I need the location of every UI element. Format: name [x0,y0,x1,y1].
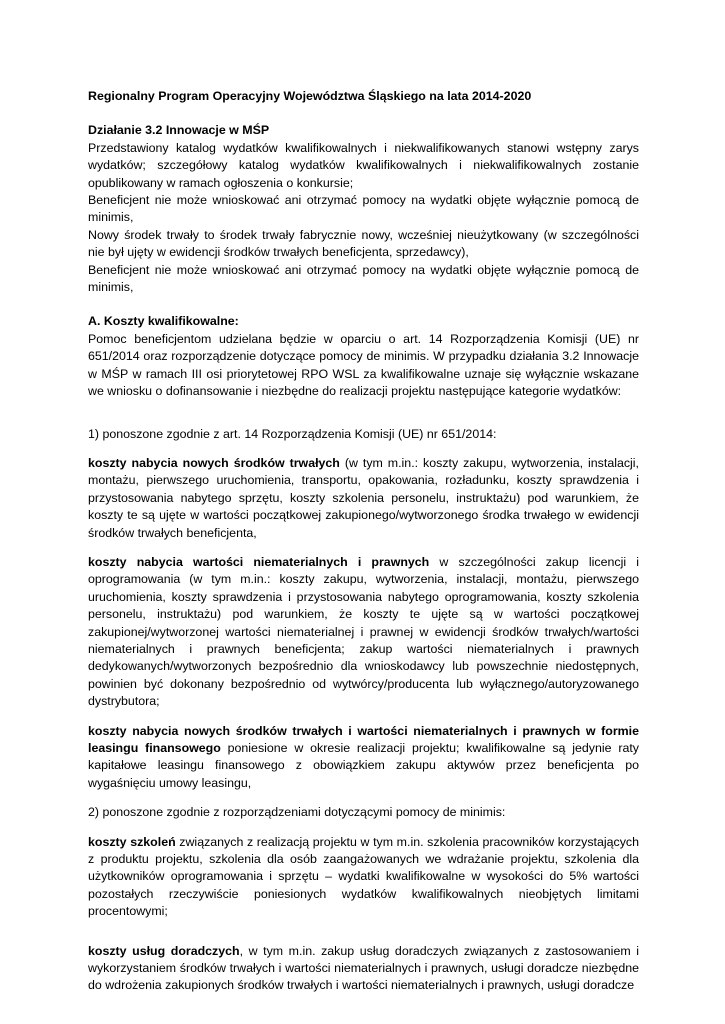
cost-item-text: związanych z realizacją projektu w tym m.in. szkolenia pracowników korzystających z produktu projektu, szkolenia dla osób zaangażowanych we wdrażanie projektu, szkolenia dla użytkowników oprogramowania i sprzętu – wydatki kwalifikowalne w wysokości do 5% wartości pozostałych rzeczywiście poniesionych wydatków kwalifikowalnych nieobjętych limitami procentowymi; [88,834,639,919]
cost-item-text: poniesione w okresie realizacji projektu; kwalifikowalne są jedynie raty kapitałowe leasingu finansowego z obowiązkiem zakupu aktywów przez beneficjenta po wygaśnięciu umowy leasingu, [88,741,639,790]
document-page [88,88,639,995]
cost-item-text: w szczególności zakup licencji i oprogramowania (w tym m.in.: koszty zakupu, wytworzenia, instalacji, montażu, pierwszego uruchomienia, koszty sprawdzenia i przystosowania nabytego oprogramowania, koszty szkolenia personelu, instruktażu) pod warunkiem, że koszty te ujęte są w wartości początkowej zakupionej/wytworzonej wartości niematerialnej i prawnej w ewidencji środków trwałych/wartości niematerialnych i prawnych beneficjenta; zakup wartości niematerialnych i prawnych dedykowanych/wytworzonych bezpośrednio dla wnioskodawcy lub powszechnie niedostępnych, powinien być dokonany bezpośrednio od wytwórcy/producenta lub wyłącznego/autoryzowanego dystrybutora; [88,554,639,709]
cost-item-leasing [88,723,639,793]
point-1-heading: 1) ponoszone zgodnie z art. 14 Rozporządzenia Komisji (UE) nr 651/2014: [88,426,497,441]
cost-item-title: koszty nabycia nowych środków trwałych [88,455,340,470]
cost-item-title: koszty nabycia wartości niematerialnych i prawnych [88,554,430,569]
cost-item-intangible-assets [88,554,639,711]
point-2-heading: 2) ponoszone zgodnie z rozporządzeniami dotyczącymi pomocy de minimis: [88,805,506,820]
intro-paragraph-2: Beneficjent nie może wnioskować ani otrzymać pomocy na wydatki objęte wyłącznie pomocą de minimis, [88,193,639,225]
intro-paragraph-4: Beneficjent nie może wnioskować ani otrzymać pomocy na wydatki objęte wyłącznie pomocą de minimis, [88,262,639,295]
section-a-text: Pomoc beneficjentom udzielana będzie w oparciu o art. 14 Rozporządzenia Komisji (UE) nr 651/2014 oraz rozporządzenie dotyczące pomocy de minimis. W przypadku działania 3.2 Innowacje w MŚP w ramach III osi priorytetowej RPO WSL za kwalifikowalne uznaje się wyłącznie wskazane we wniosku o dofinansowanie i niezbędne do realizacji projektu następujące kategorie wydatków: [88,331,639,399]
cost-item-title: koszty szkoleń [88,834,176,849]
cost-item-text: (w tym m.in.: koszty zakupu, wytworzenia, instalacji, montażu, pierwszego uruchomienia, transportu, opakowania, rozładunku, koszty sprawdzenia i przystosowania nabytego sprzętu, koszty szkolenia personelu, instruktażu) pod warunkiem, że koszty te są ujęte w wartości początkowej zakupionego/wytworzonego środka trwałego w ewidencji środków trwałych beneficjenta, [88,455,640,540]
cost-item-consulting [88,943,639,995]
intro-paragraph-3: Nowy środek trwały to środek trwały fabrycznie nowy, wcześniej nieużytkowany (w szczególności nie był ujęty w ewidencji środków trwałych beneficjenta, sprzedawcy), [88,227,639,260]
document-title: Regionalny Program Operacyjny Województwa Śląskiego na lata 2014-2020 [88,89,532,103]
cost-item-trainings [88,834,639,921]
cost-item-text: , w tym m.in. zakup usług doradczych związanych z zastosowaniem i wykorzystaniem środków trwałych i wartości niematerialnych i prawnych, usługi doradcze niezbędne do wdrożenia zakupionych środków trwałych i wartości niematerialnych i prawnych, usługi doradcze [88,943,639,993]
intro-paragraph-1: Przedstawiony katalog wydatków kwalifikowalnych i niekwalifikowanych stanowi wstępny zarys wydatków; szczegółowy katalog wydatków kwalifikowalnych i niekwalifikowalnych zostanie opublikowany w ramach ogłoszenia o konkursie; [88,140,639,190]
cost-item-title: koszty nabycia nowych środków trwałych i wartości niematerialnych i prawnych w formie leasingu finansowego [88,723,639,755]
cost-item-fixed-assets [88,455,639,542]
section-a-heading: A. Koszty kwalifikowalne: [88,314,239,329]
action-heading: Działanie 3.2 Innowacje w MŚP [88,123,270,138]
cost-item-title: koszty usług doradczych [88,943,240,958]
